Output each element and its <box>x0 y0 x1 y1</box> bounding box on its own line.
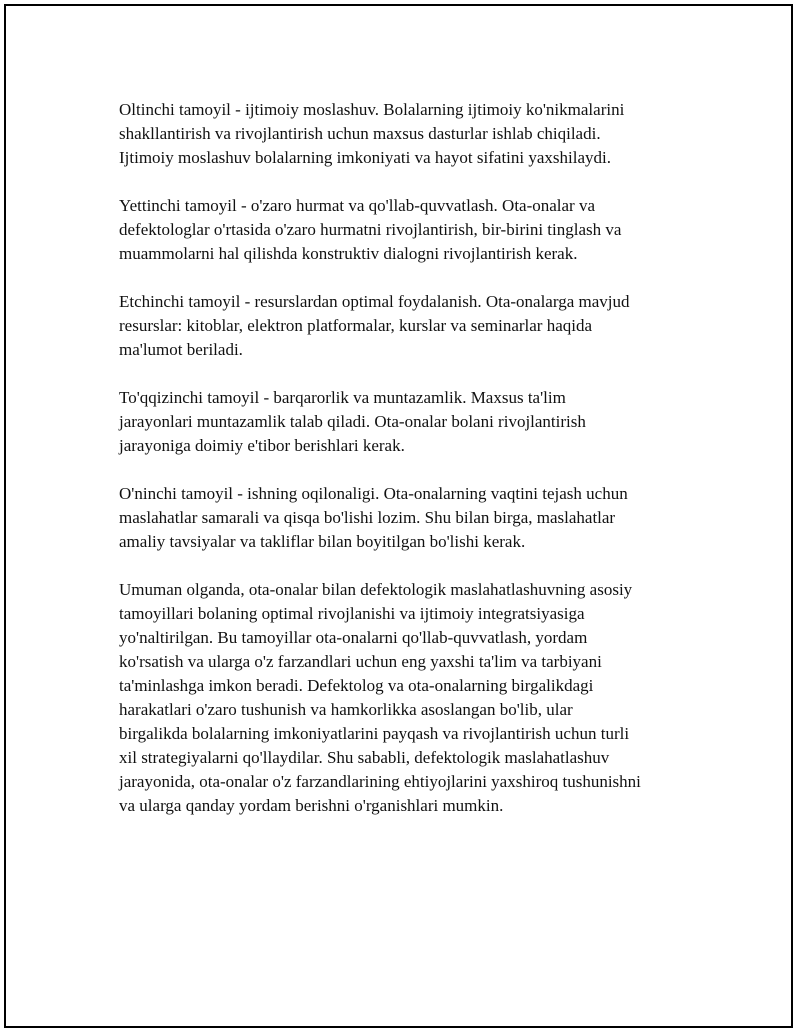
text-line: O'ninchi tamoyil - ishning oqilonaligi. Ota-onalarning vaqtini tejash uchun <box>119 484 628 503</box>
text-line: Oltinchi tamoyil - ijtimoiy moslashuv. Bolalarning ijtimoiy ko'nikmalarini <box>119 100 625 119</box>
text-line: harakatlari o'zaro tushunish va hamkorlikka asoslangan bo'lib, ular <box>119 700 573 719</box>
paragraph-conclusion <box>119 578 699 818</box>
text-line: defektologlar o'rtasida o'zaro hurmatni rivojlantirish, bir-birini tinglash va <box>119 220 622 239</box>
text-line: xil strategiyalarni qo'llaydilar. Shu sababli, defektologik maslahatlashuv <box>119 748 610 767</box>
text-line: jarayoniga doimiy e'tibor berishlari kerak. <box>119 436 405 455</box>
paragraph-principle-eight <box>119 290 699 362</box>
text-line: ko'rsatish va ularga o'z farzandlari uchun eng yaxshi ta'lim va tarbiyani <box>119 652 602 671</box>
paragraph-principle-six <box>119 98 699 170</box>
text-line: Ijtimoiy moslashuv bolalarning imkoniyati va hayot sifatini yaxshilaydi. <box>119 148 611 167</box>
paragraph-principle-nine <box>119 386 699 458</box>
text-line: ma'lumot beriladi. <box>119 340 243 359</box>
text-line: muammolarni hal qilishda konstruktiv dialogni rivojlantirish kerak. <box>119 244 578 263</box>
document-body <box>119 98 699 842</box>
text-line: va ularga qanday yordam berishni o'rganishlari mumkin. <box>119 796 504 815</box>
text-line: Umuman olganda, ota-onalar bilan defektologik maslahatlashuvning asosiy <box>119 580 633 599</box>
text-line: amaliy tavsiyalar va takliflar bilan boyitilgan bo'lishi kerak. <box>119 532 526 551</box>
text-line: yo'naltirilgan. Bu tamoyillar ota-onalarni qo'llab-quvvatlash, yordam <box>119 628 588 647</box>
text-line: shakllantirish va rivojlantirish uchun maxsus dasturlar ishlab chiqiladi. <box>119 124 601 143</box>
text-line: ta'minlashga imkon beradi. Defektolog va ota-onalarning birgalikdagi <box>119 676 594 695</box>
paragraph-principle-seven <box>119 194 699 266</box>
document-page <box>4 4 793 1028</box>
text-line: jarayonlari muntazamlik talab qiladi. Ota-onalar bolani rivojlantirish <box>119 412 586 431</box>
text-line: resurslar: kitoblar, elektron platformalar, kurslar va seminarlar haqida <box>119 316 593 335</box>
text-line: birgalikda bolalarning imkoniyatlarini payqash va rivojlantirish uchun turli <box>119 724 630 743</box>
text-line: Etchinchi tamoyil - resurslardan optimal foydalanish. Ota-onalarga mavjud <box>119 292 630 311</box>
text-line: To'qqizinchi tamoyil - barqarorlik va muntazamlik. Maxsus ta'lim <box>119 388 566 407</box>
text-line: maslahatlar samarali va qisqa bo'lishi lozim. Shu bilan birga, maslahatlar <box>119 508 616 527</box>
text-line: jarayonida, ota-onalar o'z farzandlarining ehtiyojlarini yaxshiroq tushunishni <box>119 772 641 791</box>
paragraph-principle-ten <box>119 482 699 554</box>
text-line: tamoyillari bolaning optimal rivojlanishi va ijtimoiy integratsiyasiga <box>119 604 585 623</box>
text-line: Yettinchi tamoyil - o'zaro hurmat va qo'llab-quvvatlash. Ota-onalar va <box>119 196 596 215</box>
